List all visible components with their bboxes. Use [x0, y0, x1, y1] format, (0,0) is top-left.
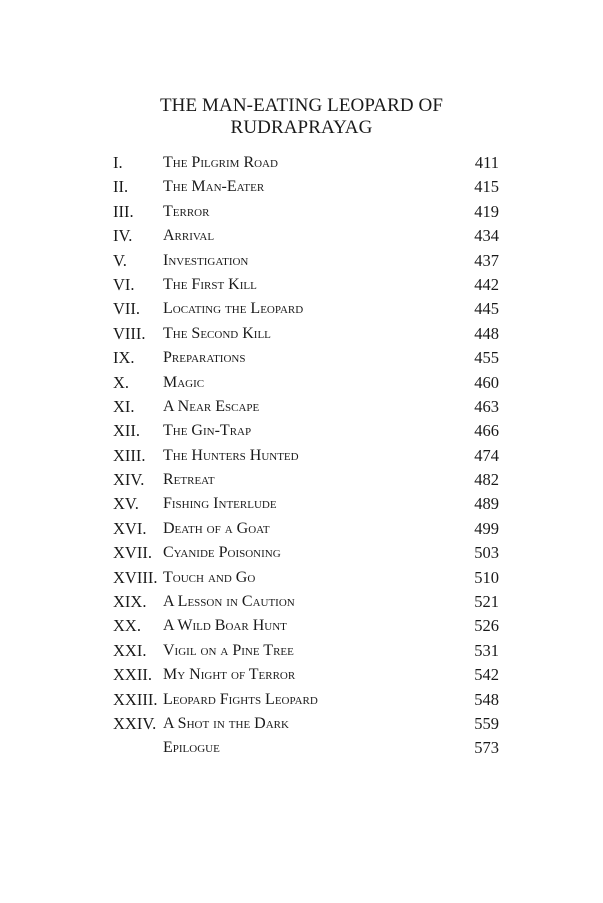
chapter-number: XVIII. — [113, 567, 158, 587]
chapter-number: IV. — [113, 226, 133, 246]
page-number: 442 — [474, 274, 499, 294]
page-number: 489 — [474, 494, 499, 514]
chapter-number: V. — [113, 250, 127, 270]
page-number: 415 — [474, 177, 499, 197]
page-number: 499 — [474, 518, 499, 538]
chapter-number: XIII. — [113, 445, 146, 465]
page-number: 510 — [474, 567, 499, 587]
toc-entry — [113, 273, 499, 297]
toc-entry — [113, 395, 499, 419]
chapter-number: XXIV. — [113, 713, 157, 733]
chapter-number: I. — [113, 153, 123, 172]
page-number: 573 — [474, 738, 499, 758]
toc-entry — [113, 468, 499, 492]
chapter-title: Magic — [163, 373, 205, 391]
page-number: 559 — [474, 713, 499, 733]
chapter-title: A Near Escape — [163, 397, 260, 415]
toc-entry — [113, 688, 499, 712]
page-number: 548 — [474, 689, 499, 709]
toc-entry — [113, 663, 499, 687]
toc-entry — [113, 712, 499, 736]
page-number: 445 — [474, 299, 499, 319]
toc-entry — [113, 517, 499, 541]
chapter-title: The Pilgrim Road — [163, 154, 278, 171]
toc-entry — [113, 297, 499, 321]
toc-entry — [113, 249, 499, 273]
chapter-number: X. — [113, 372, 130, 392]
toc-entry — [113, 151, 499, 175]
chapter-title: A Shot in the Dark — [163, 714, 289, 732]
toc-entry — [113, 541, 499, 565]
page-number: 455 — [474, 348, 499, 368]
chapter-number: XV. — [113, 494, 139, 514]
chapter-number: VII. — [113, 299, 141, 319]
chapter-number: XII. — [113, 421, 141, 441]
chapter-title: Arrival — [163, 227, 215, 245]
chapter-title: Preparations — [163, 349, 246, 367]
chapter-number: VI. — [113, 274, 135, 294]
chapter-number: III. — [113, 201, 134, 221]
toc-entry — [113, 224, 499, 248]
chapter-title: Cyanide Poisoning — [163, 544, 281, 562]
page-number: 482 — [474, 470, 499, 490]
chapter-title: The Second Kill — [163, 324, 271, 342]
toc-entry — [113, 444, 499, 468]
chapter-title: Terror — [163, 202, 210, 220]
title-line-2: RUDRAPRAYAG — [230, 117, 373, 138]
title-line-1: THE MAN-EATING LEOPARD OF — [159, 95, 444, 116]
page-number: 411 — [474, 153, 499, 172]
chapter-number: XI. — [113, 396, 135, 416]
chapter-title: Investigation — [163, 251, 249, 269]
page-number: 466 — [474, 421, 499, 441]
page-number: 434 — [474, 226, 499, 246]
page-number: 531 — [474, 640, 499, 660]
chapter-title: Retreat — [163, 471, 215, 489]
chapter-title: Death of a Goat — [163, 519, 270, 537]
chapter-title: Locating the Leopard — [163, 300, 304, 318]
page-number: 463 — [474, 396, 499, 416]
chapter-number: XXI. — [113, 640, 147, 660]
chapter-title: Epilogue — [163, 739, 220, 757]
toc-entry — [113, 419, 499, 443]
chapter-title: The Gin-Trap — [163, 422, 252, 440]
toc-entry — [113, 200, 499, 224]
chapter-number: IX. — [113, 348, 135, 368]
page-number: 526 — [474, 616, 499, 636]
page-number: 503 — [474, 543, 499, 563]
chapter-number: XXII. — [113, 665, 152, 685]
chapter-title: Touch and Go — [163, 568, 256, 586]
page-number: 521 — [474, 592, 499, 612]
table-of-contents — [113, 151, 499, 761]
chapter-number: XVI. — [113, 518, 147, 538]
chapter-title: The Man-Eater — [163, 178, 265, 196]
chapter-number: XVII. — [113, 543, 152, 563]
toc-entry — [113, 371, 499, 395]
toc-entry — [113, 614, 499, 638]
chapter-number: XXIII. — [113, 689, 158, 709]
page-number: 542 — [474, 665, 499, 685]
toc-entry — [113, 346, 499, 370]
toc-entry — [113, 175, 499, 199]
chapter-number: XIV. — [113, 470, 145, 490]
chapter-number: XX. — [113, 616, 141, 636]
chapter-number: VIII. — [113, 323, 146, 343]
page-number: 460 — [474, 372, 499, 392]
chapter-title: The First Kill — [163, 275, 257, 293]
toc-entry — [113, 492, 499, 516]
chapter-title: Vigil on a Pine Tree — [163, 641, 294, 659]
page-number: 437 — [474, 250, 499, 270]
toc-entry — [113, 566, 499, 590]
toc-entry — [113, 322, 499, 346]
chapter-title: Fishing Interlude — [163, 495, 277, 513]
chapter-title: Leopard Fights Leopard — [163, 690, 318, 708]
chapter-number: XIX. — [113, 592, 147, 612]
page-number: 448 — [474, 323, 499, 343]
toc-entry — [113, 736, 499, 760]
chapter-number: II. — [113, 177, 129, 197]
chapter-title: The Hunters Hunted — [163, 446, 299, 464]
page-title — [0, 95, 603, 139]
toc-entry — [113, 590, 499, 614]
chapter-title: A Wild Boar Hunt — [163, 617, 287, 635]
page-number: 474 — [474, 445, 499, 465]
toc-entry — [113, 639, 499, 663]
chapter-title: A Lesson in Caution — [163, 593, 295, 611]
page-number: 419 — [474, 201, 499, 221]
chapter-title: My Night of Terror — [163, 666, 296, 684]
